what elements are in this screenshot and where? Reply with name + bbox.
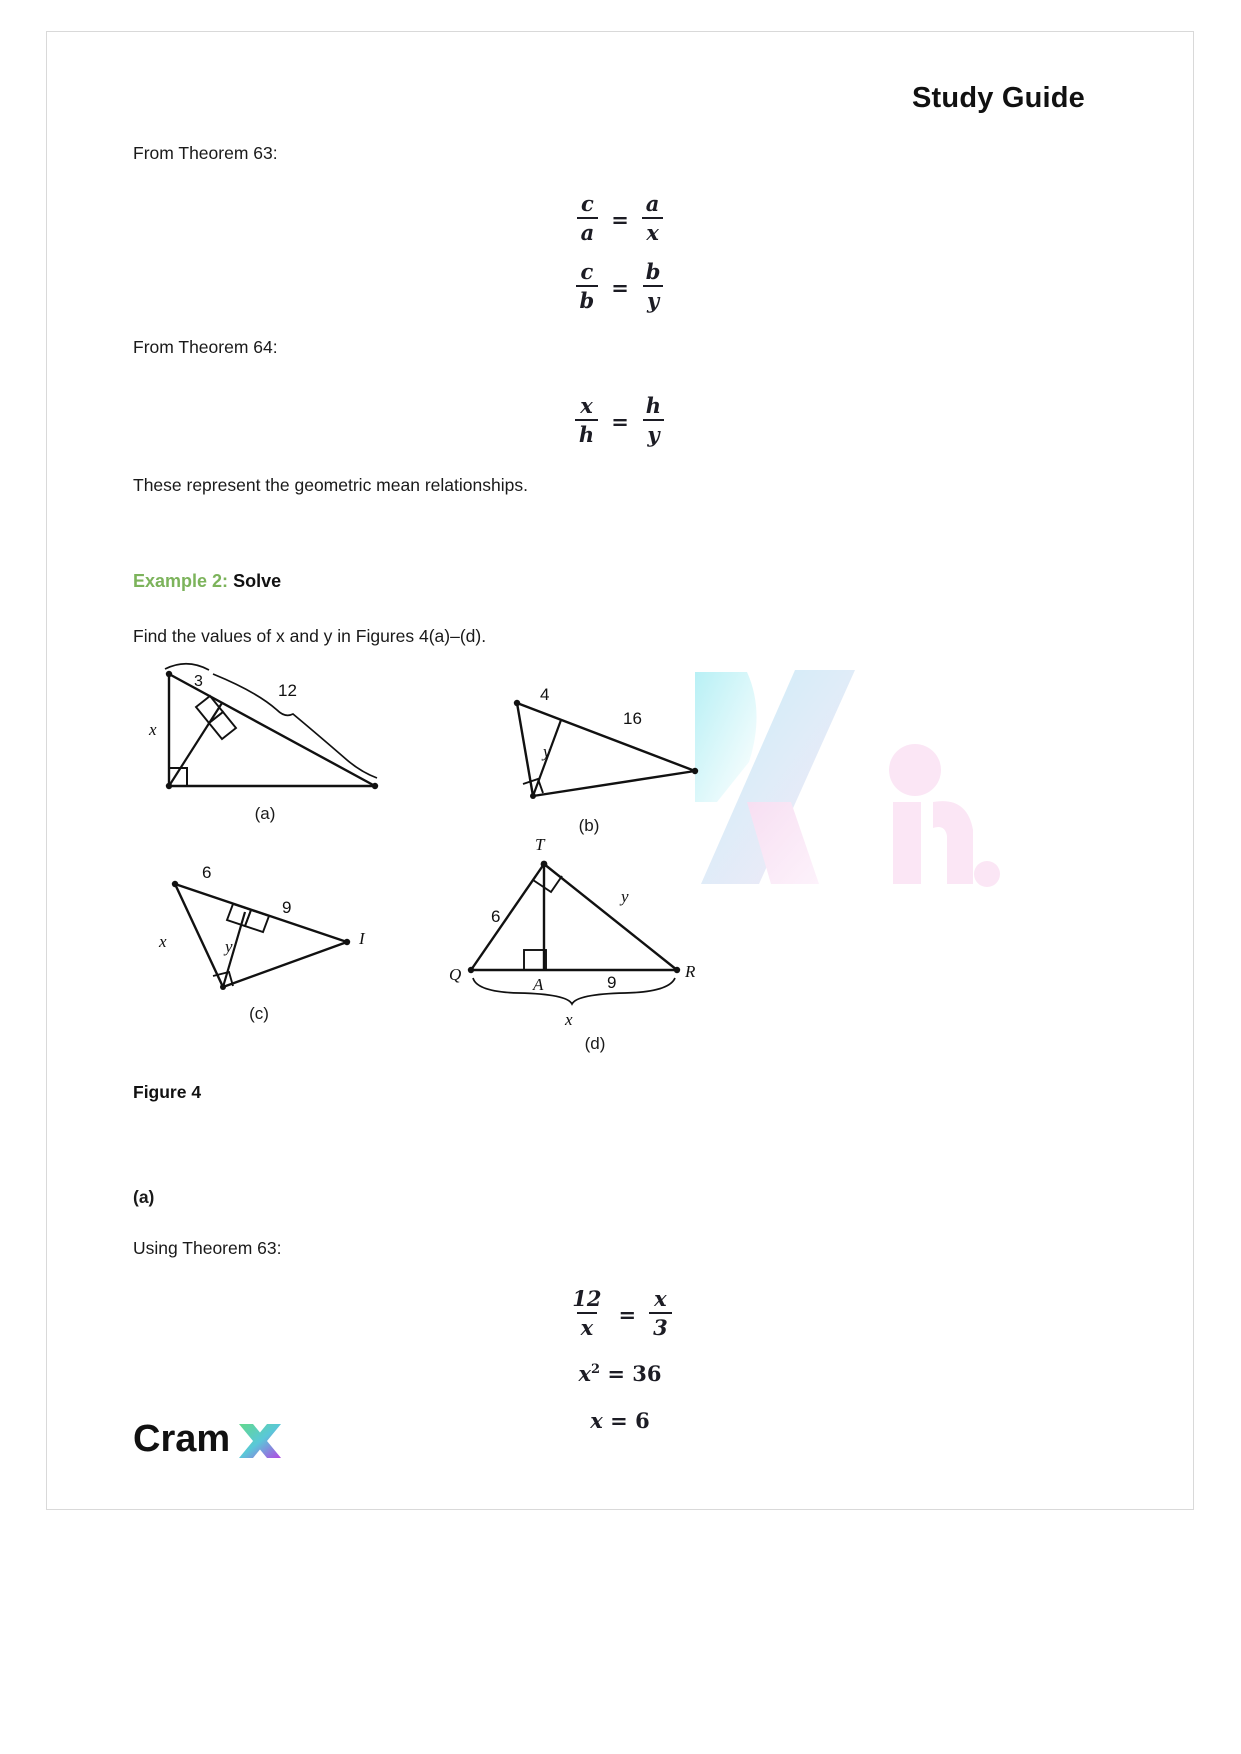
figure-panel-a [147, 656, 427, 823]
label-3: 3 [194, 673, 203, 690]
label-y: y [225, 937, 233, 956]
figure-caption-a: (a) [254, 804, 276, 823]
label-6: 6 [491, 907, 501, 926]
page-title: Study Guide [912, 82, 1085, 114]
label-9: 9 [607, 973, 617, 992]
label-4: 4 [540, 685, 550, 704]
equation-row [47, 260, 1193, 312]
figure-panel-b [477, 680, 737, 835]
equals-sign: = [611, 408, 629, 434]
label-x-brace: x [565, 1010, 573, 1029]
fraction-left: $\frac{c}{a}$ [577, 192, 599, 244]
example-prompt: Find the values of x and y in Figures 4(a)–(d). [133, 626, 487, 646]
logo-x-mark [239, 1424, 281, 1458]
equation-row [47, 1287, 1193, 1339]
figure-caption-c: (c) [249, 1004, 269, 1023]
example-tag: Example 2: [133, 571, 229, 591]
label-A: A [533, 975, 544, 994]
fraction-right: $\frac{x}{3}$ [649, 1287, 672, 1339]
fraction-left: $\frac{c}{b}$ [576, 260, 599, 312]
solution-lead: Using Theorem 63: [133, 1238, 282, 1258]
geometric-mean-note: These represent the geometric mean relationships. [133, 475, 528, 495]
label-vertex-I: I [359, 929, 365, 948]
figure-panel-c [147, 852, 417, 1023]
fraction-right: $\frac{a}{x}$ [642, 192, 664, 244]
cramx-logo [133, 1416, 293, 1460]
label-9: 9 [282, 898, 292, 917]
label-16: 16 [623, 709, 642, 728]
label-12: 12 [278, 681, 297, 700]
equation-x-value: x = 6 [590, 1408, 650, 1434]
label-y: y [621, 887, 629, 906]
equals-sign: = [611, 206, 629, 232]
theorem63-lead: From Theorem 63: [133, 143, 278, 163]
page-content [47, 32, 1193, 1509]
figure-caption: Figure 4 [133, 1082, 202, 1102]
theorem63-equations [47, 192, 1193, 312]
label-Q: Q [449, 965, 462, 984]
solution-part-label: (a) [133, 1187, 155, 1207]
example-heading [133, 571, 281, 592]
theorem64-equations [47, 394, 1193, 446]
equals-sign: = [618, 1301, 637, 1327]
equals-sign: = [611, 274, 629, 300]
equation-row [47, 192, 1193, 244]
label-x: x [159, 932, 167, 951]
theorem64-lead: From Theorem 64: [133, 337, 278, 357]
label-x: x [149, 720, 157, 739]
figure-caption-b: (b) [578, 816, 600, 835]
fraction-left: $\frac{12}{x}$ [572, 1286, 602, 1340]
document-page [46, 31, 1194, 1510]
fraction-right: $\frac{b}{y}$ [642, 260, 665, 312]
equation-row [47, 1361, 1193, 1386]
label-T: T [535, 835, 545, 854]
label-R: R [685, 962, 696, 981]
solution-equations [47, 1287, 1193, 1433]
equation-row [47, 394, 1193, 446]
example-title: Solve [233, 571, 282, 591]
figure-panel-d [429, 822, 729, 1053]
fraction-right: $\frac{h}{y}$ [642, 394, 665, 446]
equation-x-squared: $x^2 = 36$ [578, 1361, 662, 1387]
label-6: 6 [202, 863, 212, 882]
figure-caption-d: (d) [584, 1034, 606, 1053]
fraction-left: $\frac{x}{h}$ [575, 394, 598, 446]
logo-wordmark: Cram [133, 1418, 231, 1460]
label-y: y [543, 742, 551, 761]
